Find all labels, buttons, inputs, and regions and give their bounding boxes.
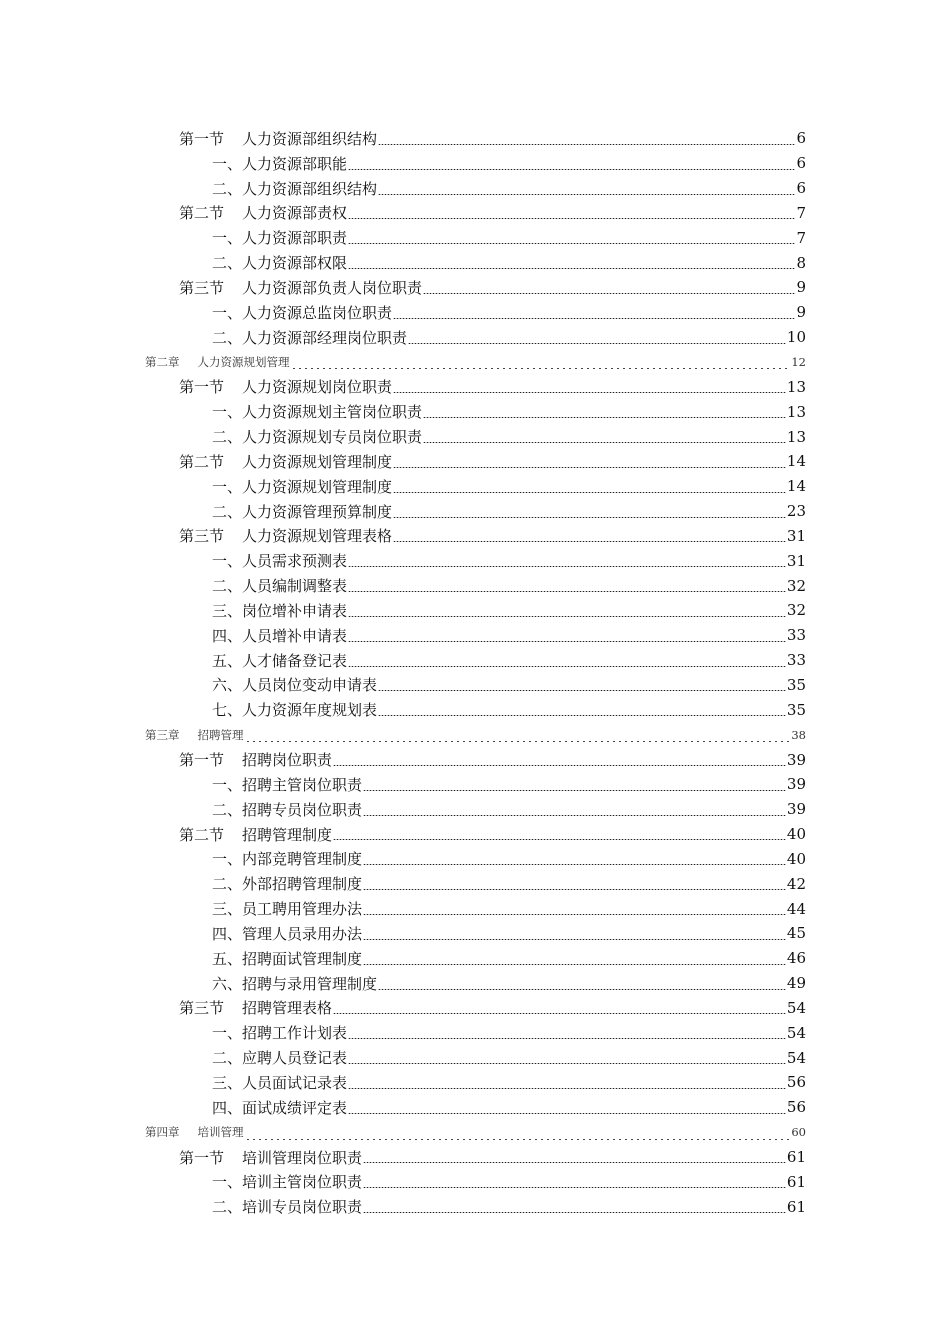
toc-page-number: 38 <box>791 727 806 742</box>
toc-page-number: 9 <box>796 303 806 322</box>
toc-page-number: 35 <box>786 675 806 694</box>
toc-entry-number: 六、 <box>212 676 243 695</box>
toc-dot-leader <box>348 1063 786 1064</box>
toc-entry-number: 一、 <box>212 850 243 869</box>
toc-dot-leader <box>378 715 786 716</box>
toc-entry-number: 二、 <box>212 1049 243 1068</box>
toc-entry-chapter[interactable] <box>0 1120 950 1145</box>
toc-entry-title: 招聘管理表格 <box>242 999 333 1018</box>
toc-page-number: 33 <box>786 626 806 645</box>
toc-entry-title: 人力资源规划专员岗位职责 <box>242 428 423 447</box>
toc-entry-title: 培训专员岗位职责 <box>242 1198 363 1217</box>
toc-entry-number: 第二节 <box>179 825 225 844</box>
toc-entry-section[interactable] <box>0 822 950 847</box>
toc-page-number: 54 <box>786 1048 806 1067</box>
toc-entry-number: 七、 <box>212 701 243 720</box>
toc-entry-label <box>212 1196 362 1217</box>
toc-entry-label <box>212 1047 347 1068</box>
toc-entry-item[interactable] <box>0 896 950 921</box>
toc-entry-number: 二、 <box>212 254 243 273</box>
toc-entry-title: 人员岗位变动申请表 <box>242 676 378 695</box>
toc-entry-number: 第三章 <box>145 727 180 742</box>
toc-entry-number: 三、 <box>212 601 243 620</box>
toc-entry-number: 一、 <box>212 303 243 322</box>
toc-dot-leader <box>363 790 786 791</box>
toc-entry-item[interactable] <box>0 250 950 275</box>
toc-entry-label <box>212 426 422 447</box>
toc-entry-item[interactable] <box>0 623 950 648</box>
toc-dot-leader <box>363 889 786 890</box>
toc-dot-leader <box>333 765 786 766</box>
toc-entry-number: 一、 <box>212 403 243 422</box>
toc-entry-label <box>212 178 377 199</box>
toc-entry-item[interactable] <box>0 673 950 698</box>
toc-entry-title: 人员面试记录表 <box>242 1073 348 1092</box>
toc-entry-section[interactable] <box>0 1145 950 1170</box>
toc-entry-item[interactable] <box>0 399 950 424</box>
toc-entry-number: 二、 <box>212 328 243 347</box>
toc-entry-number: 四、 <box>212 1098 243 1117</box>
toc-entry-label <box>212 873 362 894</box>
toc-entry-title: 人力资源部职能 <box>242 154 348 173</box>
toc-entry-title: 招聘管理 <box>197 727 244 742</box>
toc-entry-label <box>179 451 392 472</box>
toc-page-number: 31 <box>786 526 806 545</box>
toc-dot-leader <box>333 839 786 840</box>
toc-dot-leader <box>348 616 786 617</box>
toc-entry-label <box>145 727 244 743</box>
toc-page-number: 42 <box>786 874 806 893</box>
toc-page-number: 14 <box>786 452 806 471</box>
toc-page-number: 12 <box>791 355 806 370</box>
toc-entry-title: 人力资源年度规划表 <box>242 701 378 720</box>
toc-entry-label <box>212 1022 347 1043</box>
toc-entry-item[interactable] <box>0 846 950 871</box>
toc-entry-item[interactable] <box>0 151 950 176</box>
toc-entry-label <box>212 973 377 994</box>
toc-entry-section[interactable] <box>0 201 950 226</box>
toc-entry-label <box>212 401 422 422</box>
toc-entry-title: 内部竞聘管理制度 <box>242 850 363 869</box>
toc-entry-item[interactable] <box>0 1169 950 1194</box>
toc-entry-item[interactable] <box>0 1070 950 1095</box>
toc-dot-leader <box>363 1187 786 1188</box>
toc-page-number: 39 <box>786 750 806 769</box>
toc-entry-number: 第三节 <box>179 999 225 1018</box>
toc-entry-chapter[interactable] <box>0 722 950 747</box>
toc-entry-label <box>179 749 332 770</box>
toc-entry-title: 面试成绩评定表 <box>242 1098 348 1117</box>
toc-entry-number: 第四章 <box>145 1125 180 1140</box>
toc-page-number: 39 <box>786 775 806 794</box>
toc-entry-title: 人员增补申请表 <box>242 626 348 645</box>
toc-entry-item[interactable] <box>0 971 950 996</box>
toc-entry-number: 一、 <box>212 775 243 794</box>
toc-page-number: 8 <box>796 253 806 272</box>
toc-entry-number: 第二节 <box>179 204 225 223</box>
toc-entry-section[interactable] <box>0 449 950 474</box>
toc-entry-item[interactable] <box>0 325 950 350</box>
toc-entry-label <box>212 1097 347 1118</box>
toc-page-number: 13 <box>786 377 806 396</box>
toc-entry-title: 人才储备登记表 <box>242 651 348 670</box>
toc-page-number: 32 <box>786 601 806 620</box>
toc-entry-number: 五、 <box>212 949 243 968</box>
toc-entry-title: 招聘与录用管理制度 <box>242 974 378 993</box>
toc-entry-title: 人力资源规划主管岗位职责 <box>242 403 423 422</box>
toc-page-number: 54 <box>786 998 806 1017</box>
toc-dot-leader <box>348 169 795 170</box>
toc-page-number: 7 <box>796 203 806 222</box>
toc-entry-label <box>179 525 392 546</box>
toc-entry-title: 人力资源部权限 <box>242 254 348 273</box>
toc-entry-title: 培训主管岗位职责 <box>242 1173 363 1192</box>
toc-page-number: 40 <box>786 849 806 868</box>
toc-dot-leader <box>348 1088 786 1089</box>
toc-entry-title: 人员需求预测表 <box>242 552 348 571</box>
toc-entry-title: 员工聘用管理办法 <box>242 900 363 919</box>
toc-page-number: 49 <box>786 974 806 993</box>
toc-dot-leader <box>348 1113 786 1114</box>
toc-entry-title: 人力资源总监岗位职责 <box>242 303 393 322</box>
toc-entry-item[interactable] <box>0 1020 950 1045</box>
toc-entry-title: 应聘人员登记表 <box>242 1049 348 1068</box>
toc-dot-leader <box>393 517 786 518</box>
toc-entry-item[interactable] <box>0 573 950 598</box>
toc-entry-number: 第一节 <box>179 378 225 397</box>
toc-entry-item[interactable] <box>0 300 950 325</box>
toc-dot-leader <box>291 368 791 369</box>
toc-entry-number: 第一节 <box>179 129 225 148</box>
toc-entry-item[interactable] <box>0 1095 950 1120</box>
toc-entry-label <box>179 1147 362 1168</box>
toc-entry-title: 人力资源规划岗位职责 <box>242 378 393 397</box>
toc-page-number: 6 <box>796 129 806 148</box>
toc-entry-title: 人力资源部职责 <box>242 229 348 248</box>
toc-entry-item[interactable] <box>0 946 950 971</box>
toc-entry-number: 第三节 <box>179 527 225 546</box>
toc-entry-label <box>212 575 347 596</box>
toc-entry-label <box>212 674 377 695</box>
toc-dot-leader <box>245 741 791 742</box>
toc-entry-title: 外部招聘管理制度 <box>242 875 363 894</box>
toc-entry-label <box>212 550 347 571</box>
toc-page-number: 60 <box>791 1125 806 1140</box>
toc-entry-title: 人力资源部组织结构 <box>242 129 378 148</box>
toc-entry-number: 五、 <box>212 651 243 670</box>
toc-page-number: 23 <box>786 502 806 521</box>
toc-page-number: 61 <box>786 1197 806 1216</box>
toc-entry-title: 招聘岗位职责 <box>242 751 333 770</box>
toc-entry-item[interactable] <box>0 499 950 524</box>
toc-entry-number: 四、 <box>212 626 243 645</box>
toc-entry-section[interactable] <box>0 126 950 151</box>
toc-dot-leader <box>363 1162 786 1163</box>
toc-page-number: 45 <box>786 924 806 943</box>
toc-entry-title: 培训管理岗位职责 <box>242 1148 363 1167</box>
toc-entry-title: 岗位增补申请表 <box>242 601 348 620</box>
toc-dot-leader <box>408 343 786 344</box>
toc-dot-leader <box>245 1139 791 1140</box>
toc-entry-label <box>212 848 362 869</box>
toc-entry-number: 一、 <box>212 229 243 248</box>
toc-entry-title: 人力资源部经理岗位职责 <box>242 328 408 347</box>
toc-entry-item[interactable] <box>0 548 950 573</box>
toc-entry-label <box>212 153 347 174</box>
toc-entry-section[interactable] <box>0 524 950 549</box>
toc-page-number: 61 <box>786 1172 806 1191</box>
toc-entry-number: 一、 <box>212 1173 243 1192</box>
toc-entry-title: 培训管理 <box>197 1125 244 1140</box>
toc-page-number: 32 <box>786 576 806 595</box>
toc-dot-leader <box>378 690 786 691</box>
toc-entry-title: 人员编制调整表 <box>242 577 348 596</box>
toc-dot-leader <box>348 1038 786 1039</box>
toc-dot-leader <box>393 318 795 319</box>
toc-entry-label <box>212 327 407 348</box>
toc-entry-number: 第二节 <box>179 452 225 471</box>
toc-entry-label <box>212 1171 362 1192</box>
toc-dot-leader <box>348 268 795 269</box>
toc-entry-label <box>212 476 392 497</box>
toc-entry-title: 人力资源规划管理制度 <box>242 452 393 471</box>
toc-entry-title: 人力资源部责权 <box>242 204 348 223</box>
toc-entry-item[interactable] <box>0 697 950 722</box>
toc-entry-label <box>179 277 422 298</box>
toc-entry-item[interactable] <box>0 648 950 673</box>
toc-dot-leader <box>333 1013 786 1014</box>
toc-entry-label <box>212 1072 347 1093</box>
toc-page-number: 9 <box>796 278 806 297</box>
toc-entry-number: 二、 <box>212 1198 243 1217</box>
toc-page-number: 33 <box>786 651 806 670</box>
toc-dot-leader <box>348 243 795 244</box>
toc-entry-section[interactable] <box>0 996 950 1021</box>
toc-entry-number: 二、 <box>212 800 243 819</box>
toc-entry-label <box>145 354 290 370</box>
toc-entry-title: 管理人员录用办法 <box>242 924 363 943</box>
toc-entry-number: 四、 <box>212 924 243 943</box>
toc-entry-title: 招聘主管岗位职责 <box>242 775 363 794</box>
toc-dot-leader <box>348 666 786 667</box>
toc-dot-leader <box>363 964 786 965</box>
toc-dot-leader <box>348 591 786 592</box>
toc-entry-label <box>179 997 332 1018</box>
toc-dot-leader <box>423 442 786 443</box>
toc-entry-item[interactable] <box>0 772 950 797</box>
toc-entry-label <box>212 774 362 795</box>
toc-page-number: 7 <box>796 228 806 247</box>
toc-entry-title: 人力资源部负责人岗位职责 <box>242 278 423 297</box>
toc-dot-leader <box>348 641 786 642</box>
toc-entry-label <box>212 948 362 969</box>
toc-entry-title: 人力资源规划管理 <box>197 355 290 370</box>
toc-entry-title: 招聘管理制度 <box>242 825 333 844</box>
toc-page-number: 44 <box>786 899 806 918</box>
toc-dot-leader <box>393 467 786 468</box>
toc-entry-number: 第一节 <box>179 1148 225 1167</box>
toc-entry-label <box>179 128 377 149</box>
toc-page-number: 13 <box>786 427 806 446</box>
toc-dot-leader <box>423 293 795 294</box>
toc-dot-leader <box>423 417 786 418</box>
toc-entry-section[interactable] <box>0 275 950 300</box>
toc-page-number: 13 <box>786 402 806 421</box>
toc-entry-label <box>179 824 332 845</box>
toc-page-number: 6 <box>796 154 806 173</box>
toc-entry-title: 招聘面试管理制度 <box>242 949 363 968</box>
toc-entry-item[interactable] <box>0 1194 950 1219</box>
toc-page-number: 40 <box>786 825 806 844</box>
toc-entry-item[interactable] <box>0 225 950 250</box>
toc-entry-number: 二、 <box>212 577 243 596</box>
toc-entry-number: 六、 <box>212 974 243 993</box>
toc-entry-title: 招聘专员岗位职责 <box>242 800 363 819</box>
toc-dot-leader <box>363 864 786 865</box>
toc-page-number: 35 <box>786 700 806 719</box>
toc-entry-title: 人力资源管理预算制度 <box>242 502 393 521</box>
toc-entry-item[interactable] <box>0 871 950 896</box>
toc-entry-number: 一、 <box>212 1024 243 1043</box>
toc-entry-section[interactable] <box>0 747 950 772</box>
toc-dot-leader <box>363 1212 786 1213</box>
toc-entry-chapter[interactable] <box>0 350 950 375</box>
toc-entry-number: 二、 <box>212 875 243 894</box>
toc-page-number: 10 <box>786 328 806 347</box>
toc-dot-leader <box>363 815 786 816</box>
toc-dot-leader <box>378 144 795 145</box>
toc-entry-title: 人力资源部组织结构 <box>242 179 378 198</box>
toc-entry-label <box>145 1124 244 1140</box>
toc-entry-label <box>212 799 362 820</box>
toc-dot-leader <box>363 914 786 915</box>
toc-dot-leader <box>378 194 795 195</box>
toc-page-number: 6 <box>796 179 806 198</box>
toc-entry-number: 第三节 <box>179 278 225 297</box>
toc-entry-item[interactable] <box>0 598 950 623</box>
toc-dot-leader <box>393 392 786 393</box>
toc-entry-number: 二、 <box>212 428 243 447</box>
toc-page-number: 31 <box>786 551 806 570</box>
toc-entry-section[interactable] <box>0 374 950 399</box>
toc-entry-number: 一、 <box>212 552 243 571</box>
toc-entry-number: 三、 <box>212 900 243 919</box>
toc-entry-label <box>212 501 392 522</box>
toc-entry-number: 二、 <box>212 502 243 521</box>
toc-entry-item[interactable] <box>0 424 950 449</box>
toc-entry-item[interactable] <box>0 1045 950 1070</box>
toc-page-number: 14 <box>786 477 806 496</box>
toc-entry-number: 三、 <box>212 1073 243 1092</box>
toc-entry-label <box>212 898 362 919</box>
toc-dot-leader <box>363 939 786 940</box>
toc-entry-label <box>212 600 347 621</box>
toc-entry-label <box>212 302 392 323</box>
toc-page-number: 61 <box>786 1148 806 1167</box>
toc-page-number: 56 <box>786 1098 806 1117</box>
toc-entry-label <box>212 650 347 671</box>
toc-entry-item[interactable] <box>0 474 950 499</box>
toc-entry-item[interactable] <box>0 921 950 946</box>
table-of-contents <box>0 126 950 1219</box>
toc-entry-number: 一、 <box>212 477 243 496</box>
toc-entry-title: 人力资源规划管理表格 <box>242 527 393 546</box>
toc-entry-title: 招聘工作计划表 <box>242 1024 348 1043</box>
toc-page-number: 54 <box>786 1023 806 1042</box>
toc-page-number: 46 <box>786 949 806 968</box>
toc-entry-label <box>179 202 347 223</box>
toc-entry-label <box>212 625 347 646</box>
toc-dot-leader <box>348 566 786 567</box>
toc-entry-label <box>179 376 392 397</box>
toc-dot-leader <box>393 492 786 493</box>
toc-entry-label <box>212 923 362 944</box>
toc-entry-label <box>212 227 347 248</box>
toc-entry-item[interactable] <box>0 797 950 822</box>
toc-entry-number: 第二章 <box>145 355 180 370</box>
toc-entry-number: 一、 <box>212 154 243 173</box>
toc-entry-item[interactable] <box>0 176 950 201</box>
toc-dot-leader <box>393 541 786 542</box>
toc-entry-title: 人力资源规划管理制度 <box>242 477 393 496</box>
toc-entry-number: 二、 <box>212 179 243 198</box>
toc-entry-number: 第一节 <box>179 751 225 770</box>
toc-page-number: 56 <box>786 1073 806 1092</box>
toc-dot-leader <box>348 218 795 219</box>
toc-entry-label <box>212 252 347 273</box>
toc-entry-label <box>212 699 377 720</box>
toc-page-number: 39 <box>786 800 806 819</box>
toc-dot-leader <box>378 989 786 990</box>
